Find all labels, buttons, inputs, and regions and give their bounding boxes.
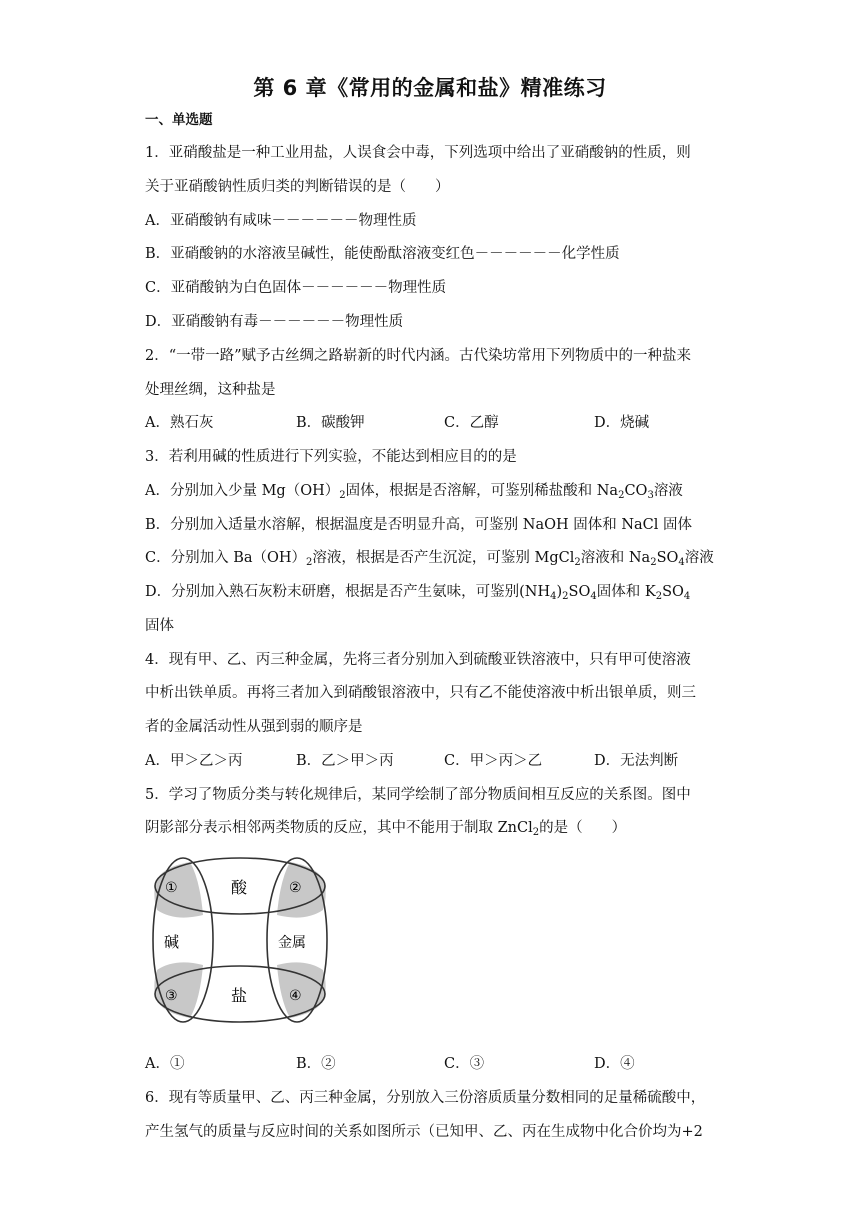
q4-option-c[interactable]: C．甲＞丙＞乙 [444, 753, 543, 769]
q5-option-a[interactable]: A．① [145, 1056, 185, 1072]
q1-option-c[interactable]: C．亚硝酸钠为白色固体－－－－－－物理性质 [145, 280, 447, 296]
metal-label: 金属 [278, 935, 306, 951]
q2-stem-line1: 2．“一带一路”赋予古丝绸之路崭新的时代内涵。古代染坊常用下列物质中的一种盐来 [145, 348, 692, 364]
q1-option-a[interactable]: A．亚硝酸钠有咸味－－－－－－物理性质 [145, 213, 417, 229]
q3-option-b[interactable]: B．分别加入适量水溶解，根据温度是否明显升高，可鉴别 NaOH 固体和 NaCl 固体 [145, 517, 693, 533]
q4-stem-line3: 者的金属活动性从强到弱的顺序是 [145, 719, 363, 735]
q4-option-a[interactable]: A．甲＞乙＞丙 [145, 753, 243, 769]
q1-stem-line1: 1．亚硝酸盐是一种工业用盐，人误食会中毒，下列选项中给出了亚硝酸钠的性质，则 [145, 145, 691, 161]
q3-stem: 3．若利用碱的性质进行下列实验，不能达到相应目的的是 [145, 449, 517, 465]
q3-option-c[interactable]: C．分别加入 $Ba(OH)_2$溶液，根据是否产生沉淀，可鉴别 MgCl$_2$溶液和 $Na_2SO_4$溶液 [145, 550, 714, 568]
q5-stem-line2: 阴影部分表示相邻两类物质的反应，其中不能用于制取 ZnCl$_2$的是（ ） [145, 820, 627, 838]
q1-stem-line2: 关于亚硝酸钠性质归类的判断错误的是（ ） [145, 179, 450, 195]
q5-option-c[interactable]: C．③ [444, 1056, 485, 1072]
base-label: 碱 [164, 933, 180, 951]
salt-label: 盐 [231, 986, 248, 1005]
q2-option-a[interactable]: A．熟石灰 [145, 415, 214, 431]
q2-option-c[interactable]: C．乙醇 [444, 415, 499, 431]
q6-stem-line1: 6．现有等质量甲、乙、丙三种金属，分别放入三份溶质质量分数相同的足量稀硫酸中， [145, 1090, 706, 1106]
q2-option-b[interactable]: B．碳酸钾 [296, 415, 365, 431]
q4-option-d[interactable]: D．无法判断 [594, 753, 679, 769]
q4-stem-line1: 4．现有甲、乙、丙三种金属，先将三者分别加入到硫酸亚铁溶液中，只有甲可使溶液 [145, 652, 691, 668]
region-number-4: ④ [289, 988, 302, 1004]
region-number-1: ① [165, 880, 178, 896]
q4-option-b[interactable]: B．乙＞甲＞丙 [296, 753, 394, 769]
q5-option-d[interactable]: D．④ [594, 1056, 635, 1072]
q2-option-d[interactable]: D．烧碱 [594, 415, 650, 431]
q4-stem-line2: 中析出铁单质。再将三者加入到硝酸银溶液中，只有乙不能使溶液中析出银单质，则三 [145, 685, 696, 701]
q5-option-b[interactable]: B．② [296, 1056, 336, 1072]
page-title: 第 6 章《常用的金属和盐》精准练习 [253, 76, 607, 100]
q6-stem-line2: 产生氢气的质量与反应时间的关系如图所示（已知甲、乙、丙在生成物中化合价均为+2 [145, 1124, 703, 1140]
q3-option-d[interactable]: D．分别加入熟石灰粉末研磨，根据是否产生氨味，可鉴别$(NH_4)_2SO_4$固体和 $K_2SO_4$ [145, 584, 691, 602]
section-heading: 一、单选题 [145, 112, 213, 128]
q3-option-a[interactable]: A．分别加入少量 $Mg(OH)_2$固体，根据是否溶解，可鉴别稀盐酸和 $Na_2CO_3$溶液 [145, 483, 683, 501]
region-number-2: ② [289, 880, 302, 896]
q1-option-b[interactable]: B．亚硝酸钠的水溶液呈碱性，能使酚酞溶液变红色－－－－－－化学性质 [145, 246, 620, 262]
region-number-3: ③ [165, 988, 178, 1004]
acid-label: 酸 [231, 878, 248, 897]
q2-stem-line2: 处理丝绸，这种盐是 [145, 382, 276, 398]
q5-stem-line1: 5．学习了物质分类与转化规律后，某同学绘制了部分物质间相互反应的关系图。图中 [145, 787, 691, 803]
q1-option-d[interactable]: D．亚硝酸钠有毒－－－－－－物理性质 [145, 314, 404, 330]
relationship-diagram [145, 850, 335, 1030]
q3-option-d-line2: 固体 [145, 618, 174, 634]
